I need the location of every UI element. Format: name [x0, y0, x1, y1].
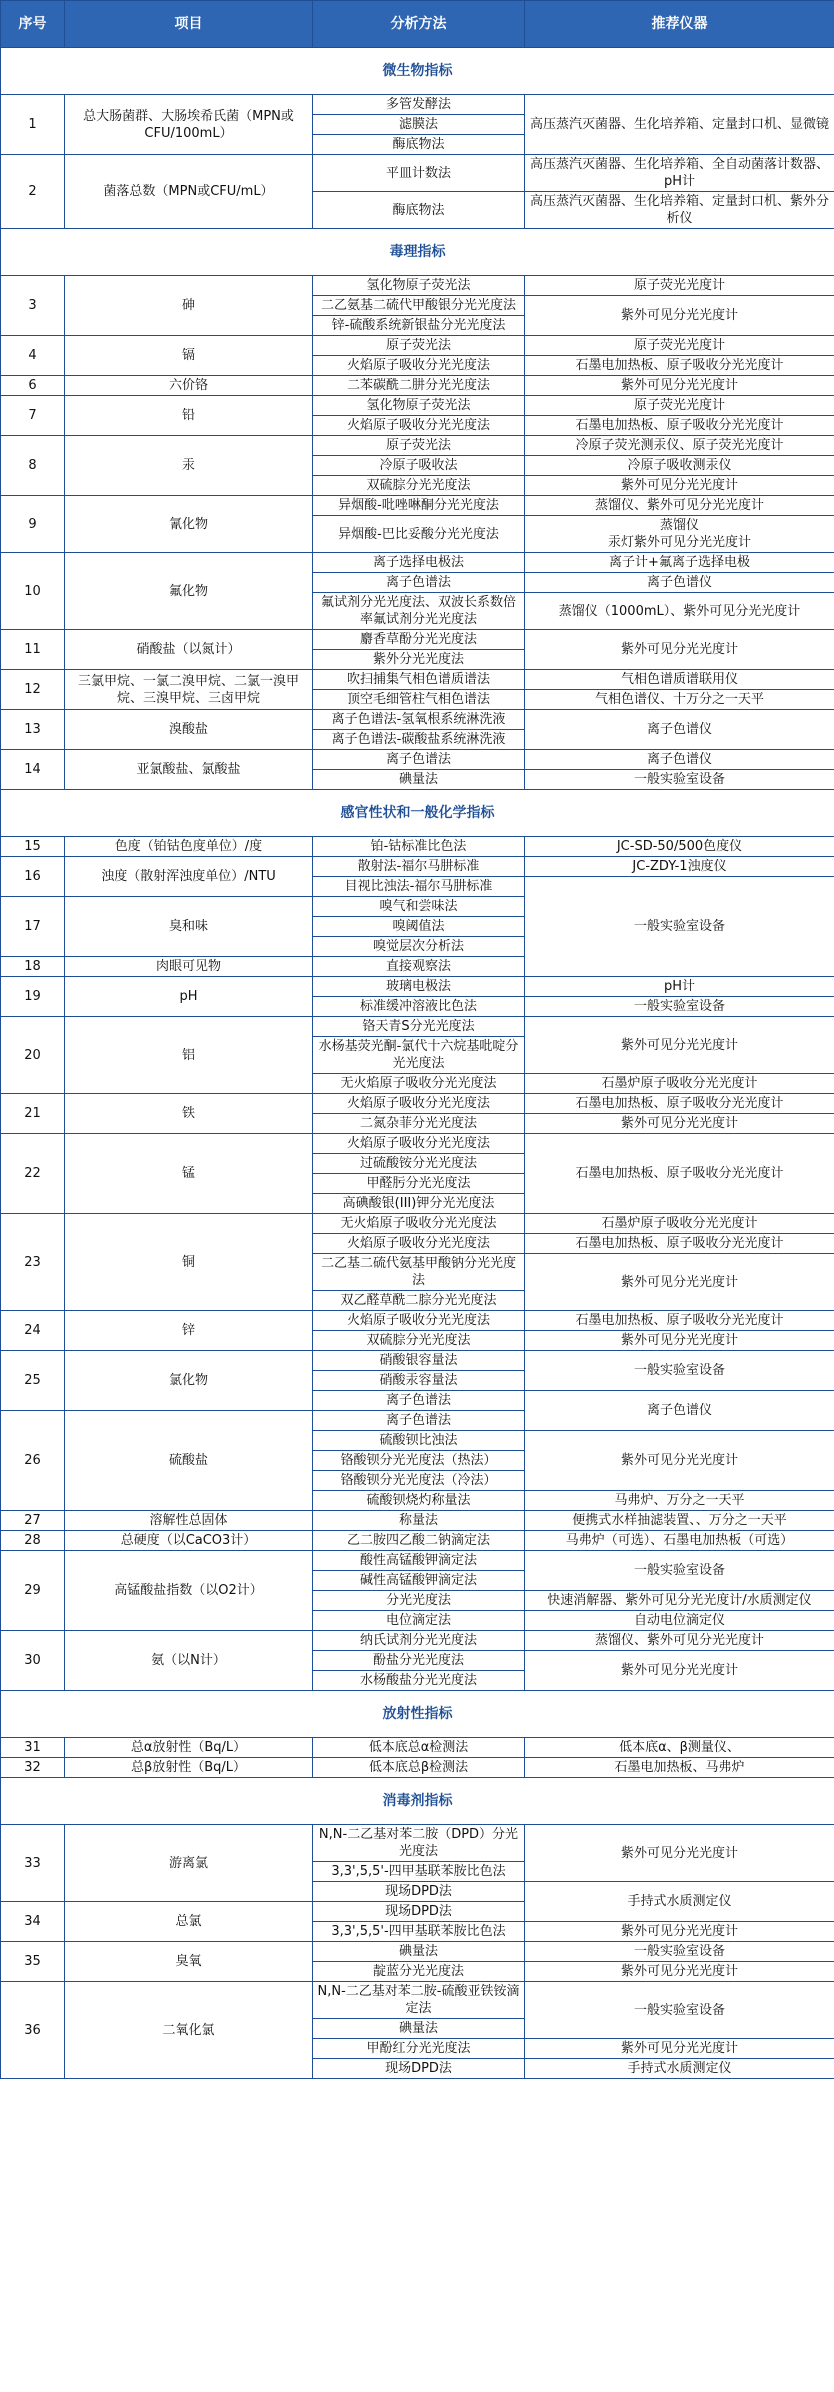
col-header-equipment: 推荐仪器 — [525, 1, 834, 48]
row-number: 34 — [1, 1902, 65, 1942]
recommended-equipment: 便携式水样抽滤装置、、万分之一天平 — [525, 1511, 834, 1531]
row-number: 15 — [1, 837, 65, 857]
indicator-name: 三氯甲烷、一氯二溴甲烷、二氯一溴甲烷、三溴甲烷、三卤甲烷 — [65, 670, 313, 710]
indicator-name: 溶解性总固体 — [65, 1511, 313, 1531]
analysis-method: 低本底总β检测法 — [313, 1758, 525, 1778]
row-number: 13 — [1, 710, 65, 750]
col-header-item: 项目 — [65, 1, 313, 48]
table-row — [1, 1511, 834, 1531]
row-number: 9 — [1, 496, 65, 553]
analysis-method: 多管发酵法 — [313, 95, 525, 115]
row-number: 23 — [1, 1214, 65, 1311]
recommended-equipment: 石墨电加热板、马弗炉 — [525, 1758, 834, 1778]
table-row — [1, 1738, 834, 1758]
recommended-equipment: 石墨电加热板、原子吸收分光光度计 — [525, 1234, 834, 1254]
recommended-equipment: 紫外可见分光光度计 — [525, 296, 834, 336]
analysis-method: 碱性高锰酸钾滴定法 — [313, 1571, 525, 1591]
table-row — [1, 1825, 834, 1862]
recommended-equipment: 紫外可见分光光度计 — [525, 1114, 834, 1134]
analysis-method: 铬酸钡分光光度法（热法） — [313, 1451, 525, 1471]
row-number: 14 — [1, 750, 65, 790]
table-row — [1, 630, 834, 650]
recommended-equipment: 蒸馏仪、紫外可见分光光度计 — [525, 496, 834, 516]
recommended-equipment: 一般实验室设备 — [525, 1982, 834, 2039]
indicator-name: 硝酸盐（以氮计） — [65, 630, 313, 670]
analysis-method: 玻璃电极法 — [313, 977, 525, 997]
analysis-method: 氢化物原子荧光法 — [313, 396, 525, 416]
table-row — [1, 553, 834, 573]
analysis-method: 吹扫捕集气相色谱质谱法 — [313, 670, 525, 690]
analysis-method: 低本底总α检测法 — [313, 1738, 525, 1758]
recommended-equipment: 原子荧光光度计 — [525, 276, 834, 296]
row-number: 19 — [1, 977, 65, 1017]
analysis-method: 氟试剂分光光度法、双波长系数倍率氟试剂分光光度法 — [313, 593, 525, 630]
recommended-equipment: 马弗炉、万分之一天平 — [525, 1491, 834, 1511]
analysis-method: 二苯碳酰二肼分光光度法 — [313, 376, 525, 396]
recommended-equipment: 蒸馏仪（1000mL）、紫外可见分光光度计 — [525, 593, 834, 630]
row-number: 29 — [1, 1551, 65, 1631]
section-title: 毒理指标 — [1, 229, 834, 276]
recommended-equipment: 紫外可见分光光度计 — [525, 1825, 834, 1882]
recommended-equipment: 气相色谱质谱联用仪 — [525, 670, 834, 690]
recommended-equipment: 离子色谱仪 — [525, 1391, 834, 1431]
table-row — [1, 670, 834, 690]
analysis-method: 铬天青S分光光度法 — [313, 1017, 525, 1037]
table-row — [1, 496, 834, 516]
analysis-method: 嗅气和尝味法 — [313, 897, 525, 917]
analysis-method: 原子荧光法 — [313, 436, 525, 456]
analysis-method: 铬酸钡分光光度法（冷法） — [313, 1471, 525, 1491]
recommended-equipment: 离子色谱仪 — [525, 710, 834, 750]
section-title: 微生物指标 — [1, 48, 834, 95]
analysis-method: 双乙醛草酰二腙分光光度法 — [313, 1291, 525, 1311]
analysis-method: 火焰原子吸收分光光度法 — [313, 1094, 525, 1114]
analysis-method: 异烟酸-吡唑啉酮分光光度法 — [313, 496, 525, 516]
analysis-method: 乙二胺四乙酸二钠滴定法 — [313, 1531, 525, 1551]
analysis-method: N,N-二乙基对苯二胺-硫酸亚铁铵滴定法 — [313, 1982, 525, 2019]
recommended-equipment: 紫外可见分光光度计 — [525, 1651, 834, 1691]
recommended-equipment: 手持式水质测定仪 — [525, 1882, 834, 1922]
indicator-name: 溴酸盐 — [65, 710, 313, 750]
indicator-name: 肉眼可见物 — [65, 957, 313, 977]
recommended-equipment: pH计 — [525, 977, 834, 997]
recommended-equipment: 紫外可见分光光度计 — [525, 1431, 834, 1491]
analysis-method: 现场DPD法 — [313, 1902, 525, 1922]
analysis-method: 无火焰原子吸收分光光度法 — [313, 1214, 525, 1234]
indicator-name: 臭和味 — [65, 897, 313, 957]
indicator-name: 锰 — [65, 1134, 313, 1214]
recommended-equipment: 紫外可见分光光度计 — [525, 376, 834, 396]
section-row — [1, 229, 834, 276]
indicator-name: 铝 — [65, 1017, 313, 1094]
table-row — [1, 276, 834, 296]
analysis-method: 离子色谱法-碳酸盐系统淋洗液 — [313, 730, 525, 750]
table-row — [1, 977, 834, 997]
row-number: 25 — [1, 1351, 65, 1411]
table-row — [1, 436, 834, 456]
row-number: 28 — [1, 1531, 65, 1551]
table-row — [1, 1351, 834, 1371]
row-number: 24 — [1, 1311, 65, 1351]
table-row — [1, 1758, 834, 1778]
row-number: 7 — [1, 396, 65, 436]
analysis-method: 碘量法 — [313, 2019, 525, 2039]
recommended-equipment: 一般实验室设备 — [525, 1551, 834, 1591]
row-number: 4 — [1, 336, 65, 376]
indicator-name: 总β放射性（Bq/L） — [65, 1758, 313, 1778]
indicator-name: 高锰酸盐指数（以O2计） — [65, 1551, 313, 1631]
recommended-equipment: 紫外可见分光光度计 — [525, 1017, 834, 1074]
table-row — [1, 1214, 834, 1234]
recommended-equipment: 原子荧光光度计 — [525, 336, 834, 356]
table-row — [1, 1551, 834, 1571]
recommended-equipment: 紫外可见分光光度计 — [525, 1962, 834, 1982]
section-row — [1, 1691, 834, 1738]
section-row — [1, 48, 834, 95]
table-row — [1, 1311, 834, 1331]
table-row — [1, 376, 834, 396]
row-number: 36 — [1, 1982, 65, 2079]
analysis-method: 甲醛肟分光光度法 — [313, 1174, 525, 1194]
section-title: 消毒剂指标 — [1, 1778, 834, 1825]
indicator-name: 总α放射性（Bq/L） — [65, 1738, 313, 1758]
recommended-equipment: 石墨电加热板、原子吸收分光光度计 — [525, 1311, 834, 1331]
table-row — [1, 95, 834, 115]
recommended-equipment: 低本底α、β测量仪、 — [525, 1738, 834, 1758]
table-row — [1, 710, 834, 730]
row-number: 6 — [1, 376, 65, 396]
row-number: 27 — [1, 1511, 65, 1531]
analysis-method: 顶空毛细管柱气相色谱法 — [313, 690, 525, 710]
table-row — [1, 396, 834, 416]
indicator-name: 铅 — [65, 396, 313, 436]
indicator-name: 硫酸盐 — [65, 1411, 313, 1511]
analysis-method: 直接观察法 — [313, 957, 525, 977]
recommended-equipment: 自动电位滴定仪 — [525, 1611, 834, 1631]
recommended-equipment: 离子计+氟离子选择电极 — [525, 553, 834, 573]
table-row — [1, 1631, 834, 1651]
row-number: 33 — [1, 1825, 65, 1902]
table-row — [1, 750, 834, 770]
row-number: 16 — [1, 857, 65, 897]
row-number: 2 — [1, 155, 65, 229]
analysis-method: 硝酸汞容量法 — [313, 1371, 525, 1391]
recommended-equipment: 冷原子吸收测汞仪 — [525, 456, 834, 476]
analysis-method: 离子色谱法 — [313, 750, 525, 770]
indicator-name: 氟化物 — [65, 553, 313, 630]
analysis-method: 火焰原子吸收分光光度法 — [313, 416, 525, 436]
analysis-method: N,N-二乙基对苯二胺（DPD）分光光度法 — [313, 1825, 525, 1862]
recommended-equipment: 一般实验室设备 — [525, 770, 834, 790]
recommended-equipment: 快速消解器、紫外可见分光光度计/水质测定仪 — [525, 1591, 834, 1611]
recommended-equipment: 马弗炉（可选）、石墨电加热板（可选） — [525, 1531, 834, 1551]
recommended-equipment: 手持式水质测定仪 — [525, 2059, 834, 2079]
row-number: 8 — [1, 436, 65, 496]
header-row — [1, 1, 834, 48]
analysis-method: 硫酸钡烧灼称量法 — [313, 1491, 525, 1511]
analysis-method: 氢化物原子荧光法 — [313, 276, 525, 296]
indicator-name: 总硬度（以CaCO3计） — [65, 1531, 313, 1551]
analysis-method: 过硫酸铵分光光度法 — [313, 1154, 525, 1174]
analysis-method: 酸性高锰酸钾滴定法 — [313, 1551, 525, 1571]
analysis-method: 火焰原子吸收分光光度法 — [313, 356, 525, 376]
analysis-method: 异烟酸-巴比妥酸分光光度法 — [313, 516, 525, 553]
row-number: 17 — [1, 897, 65, 957]
analysis-method: 碘量法 — [313, 770, 525, 790]
analysis-method: 平皿计数法 — [313, 155, 525, 192]
recommended-equipment: 紫外可见分光光度计 — [525, 2039, 834, 2059]
indicator-name: pH — [65, 977, 313, 1017]
recommended-equipment: 紫外可见分光光度计 — [525, 1922, 834, 1942]
analysis-method: 铂-钴标准比色法 — [313, 837, 525, 857]
recommended-equipment: 一般实验室设备 — [525, 877, 834, 977]
indicator-name: 锌 — [65, 1311, 313, 1351]
section-title: 放射性指标 — [1, 1691, 834, 1738]
analysis-method: 锌-硫酸系统新银盐分光光度法 — [313, 316, 525, 336]
analysis-method: 冷原子吸收法 — [313, 456, 525, 476]
recommended-equipment: JC-SD-50/500色度仪 — [525, 837, 834, 857]
row-number: 3 — [1, 276, 65, 336]
indicator-name: 砷 — [65, 276, 313, 336]
analysis-method: 纳氏试剂分光光度法 — [313, 1631, 525, 1651]
indicator-name: 镉 — [65, 336, 313, 376]
recommended-equipment: 紫外可见分光光度计 — [525, 1331, 834, 1351]
analysis-method: 电位滴定法 — [313, 1611, 525, 1631]
recommended-equipment: 蒸馏仪、紫外可见分光光度计 — [525, 1631, 834, 1651]
recommended-equipment: 石墨炉原子吸收分光光度计 — [525, 1214, 834, 1234]
recommended-equipment: 石墨电加热板、原子吸收分光光度计 — [525, 416, 834, 436]
analysis-method: 麝香草酚分光光度法 — [313, 630, 525, 650]
analysis-method: 散射法-福尔马肼标准 — [313, 857, 525, 877]
recommended-equipment: 一般实验室设备 — [525, 997, 834, 1017]
recommended-equipment: 石墨电加热板、原子吸收分光光度计 — [525, 1094, 834, 1114]
table-row — [1, 837, 834, 857]
table-row — [1, 1017, 834, 1037]
analysis-method: 滤膜法 — [313, 115, 525, 135]
table-row — [1, 1982, 834, 2019]
analysis-method: 火焰原子吸收分光光度法 — [313, 1311, 525, 1331]
analysis-method: 标准缓冲溶液比色法 — [313, 997, 525, 1017]
analysis-method: 离子色谱法 — [313, 573, 525, 593]
indicator-name: 亚氯酸盐、氯酸盐 — [65, 750, 313, 790]
row-number: 11 — [1, 630, 65, 670]
analysis-method: 二氮杂菲分光光度法 — [313, 1114, 525, 1134]
row-number: 12 — [1, 670, 65, 710]
row-number: 18 — [1, 957, 65, 977]
recommended-equipment: JC-ZDY-1浊度仪 — [525, 857, 834, 877]
row-number: 21 — [1, 1094, 65, 1134]
indicator-name: 臭氧 — [65, 1942, 313, 1982]
recommended-equipment: 离子色谱仪 — [525, 573, 834, 593]
row-number: 26 — [1, 1411, 65, 1511]
section-row — [1, 790, 834, 837]
indicator-name: 汞 — [65, 436, 313, 496]
recommended-equipment: 石墨炉原子吸收分光光度计 — [525, 1074, 834, 1094]
recommended-equipment: 石墨电加热板、原子吸收分光光度计 — [525, 356, 834, 376]
analysis-method: 离子色谱法 — [313, 1411, 525, 1431]
analysis-method: 火焰原子吸收分光光度法 — [313, 1234, 525, 1254]
row-number: 1 — [1, 95, 65, 155]
table-row — [1, 1942, 834, 1962]
indicator-name: 氨（以N计） — [65, 1631, 313, 1691]
recommended-equipment: 原子荧光光度计 — [525, 396, 834, 416]
analysis-method: 火焰原子吸收分光光度法 — [313, 1134, 525, 1154]
row-number: 22 — [1, 1134, 65, 1214]
section-row — [1, 1778, 834, 1825]
indicator-name: 六价铬 — [65, 376, 313, 396]
recommended-equipment: 高压蒸汽灭菌器、生化培养箱、定量封口机、显微镜 — [525, 95, 834, 155]
analysis-method: 酚盐分光光度法 — [313, 1651, 525, 1671]
indicator-name: 总大肠菌群、大肠埃希氏菌（MPN或CFU/100mL） — [65, 95, 313, 155]
recommended-equipment: 紫外可见分光光度计 — [525, 1254, 834, 1311]
indicator-name: 氯化物 — [65, 1351, 313, 1411]
indicator-name: 游离氯 — [65, 1825, 313, 1902]
col-header-no: 序号 — [1, 1, 65, 48]
analysis-method: 硝酸银容量法 — [313, 1351, 525, 1371]
row-number: 35 — [1, 1942, 65, 1982]
analysis-method: 高碘酸银(III)钾分光光度法 — [313, 1194, 525, 1214]
analysis-method: 离子色谱法-氢氧根系统淋洗液 — [313, 710, 525, 730]
col-header-method: 分析方法 — [313, 1, 525, 48]
analysis-method: 称量法 — [313, 1511, 525, 1531]
recommended-equipment: 紫外可见分光光度计 — [525, 476, 834, 496]
recommended-equipment: 紫外可见分光光度计 — [525, 630, 834, 670]
indicator-name: 总氯 — [65, 1902, 313, 1942]
table-row — [1, 336, 834, 356]
analysis-method: 酶底物法 — [313, 135, 525, 155]
analysis-method: 3,3',5,5'-四甲基联苯胺比色法 — [313, 1922, 525, 1942]
row-number: 10 — [1, 553, 65, 630]
analysis-method: 二乙氨基二硫代甲酸银分光光度法 — [313, 296, 525, 316]
row-number: 31 — [1, 1738, 65, 1758]
table-row — [1, 1094, 834, 1114]
analysis-method: 靛蓝分光光度法 — [313, 1962, 525, 1982]
analysis-method: 双硫腙分光光度法 — [313, 1331, 525, 1351]
indicator-name: 氰化物 — [65, 496, 313, 553]
analysis-method: 现场DPD法 — [313, 2059, 525, 2079]
indicator-name: 铁 — [65, 1094, 313, 1134]
recommended-equipment: 气相色谱仪、十万分之一天平 — [525, 690, 834, 710]
row-number: 20 — [1, 1017, 65, 1094]
row-number: 32 — [1, 1758, 65, 1778]
recommended-equipment: 高压蒸汽灭菌器、生化培养箱、全自动菌落计数器、pH计 — [525, 155, 834, 192]
analysis-method: 原子荧光法 — [313, 336, 525, 356]
analysis-method: 硫酸钡比浊法 — [313, 1431, 525, 1451]
table-body — [1, 48, 834, 2079]
section-title: 感官性状和一般化学指标 — [1, 790, 834, 837]
table-row — [1, 1531, 834, 1551]
analysis-method: 离子色谱法 — [313, 1391, 525, 1411]
recommended-equipment: 冷原子荧光测汞仪、原子荧光光度计 — [525, 436, 834, 456]
analysis-method: 嗅觉层次分析法 — [313, 937, 525, 957]
analysis-method: 双硫腙分光光度法 — [313, 476, 525, 496]
recommended-equipment: 高压蒸汽灭菌器、生化培养箱、定量封口机、紫外分析仪 — [525, 192, 834, 229]
table-row — [1, 857, 834, 877]
analysis-method: 酶底物法 — [313, 192, 525, 229]
row-number: 30 — [1, 1631, 65, 1691]
analysis-method: 嗅阈值法 — [313, 917, 525, 937]
analysis-method: 现场DPD法 — [313, 1882, 525, 1902]
analysis-method: 水杨酸盐分光光度法 — [313, 1671, 525, 1691]
table-row — [1, 1134, 834, 1154]
recommended-equipment: 一般实验室设备 — [525, 1942, 834, 1962]
analysis-method: 目视比浊法-福尔马肼标准 — [313, 877, 525, 897]
analysis-method: 水杨基荧光酮-氯代十六烷基吡啶分光光度法 — [313, 1037, 525, 1074]
indicator-name: 铜 — [65, 1214, 313, 1311]
analysis-method: 3,3',5,5'-四甲基联苯胺比色法 — [313, 1862, 525, 1882]
indicator-name: 浊度（散射浑浊度单位）/NTU — [65, 857, 313, 897]
analysis-method: 分光光度法 — [313, 1591, 525, 1611]
recommended-equipment: 一般实验室设备 — [525, 1351, 834, 1391]
recommended-equipment: 石墨电加热板、原子吸收分光光度计 — [525, 1134, 834, 1214]
analysis-method: 碘量法 — [313, 1942, 525, 1962]
indicator-name: 二氧化氯 — [65, 1982, 313, 2079]
analysis-method: 甲酚红分光光度法 — [313, 2039, 525, 2059]
analysis-method: 二乙基二硫代氨基甲酸钠分光光度法 — [313, 1254, 525, 1291]
indicator-name: 菌落总数（MPN或CFU/mL） — [65, 155, 313, 229]
table-row — [1, 155, 834, 192]
recommended-equipment: 蒸馏仪 汞灯紫外可见分光光度计 — [525, 516, 834, 553]
indicator-name: 色度（铂钴色度单位）/度 — [65, 837, 313, 857]
recommended-equipment: 离子色谱仪 — [525, 750, 834, 770]
analysis-method: 离子选择电极法 — [313, 553, 525, 573]
analysis-method: 无火焰原子吸收分光光度法 — [313, 1074, 525, 1094]
analysis-method: 紫外分光光度法 — [313, 650, 525, 670]
